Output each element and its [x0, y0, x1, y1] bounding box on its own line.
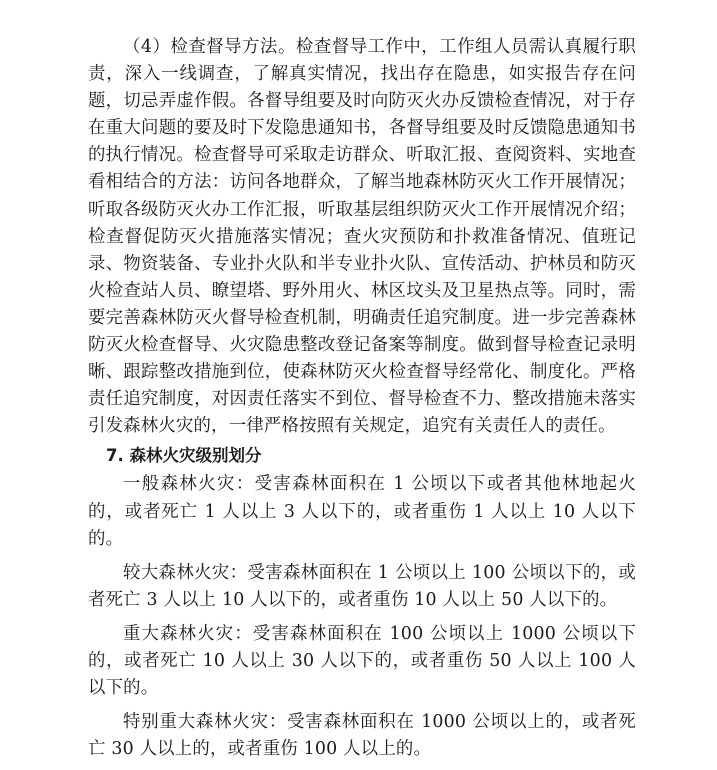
document-page: [88, 34, 636, 770]
section-heading-fire-levels: 7. 森林火灾级别划分: [106, 446, 262, 466]
fire-level-major: 较大森林火灾：受害森林面积在 1 公顷以上 100 公顷以下的，或者死亡 3 人以上 10 人以下的，或者重伤 10 人以上 50 人以下的。: [88, 562, 636, 610]
fire-level-serious: 重大森林火灾：受害森林面积在 100 公顷以上 1000 公顷以下的，或者死亡 10 人以上 30 人以下的，或者重伤 50 人以上 100 人以下的。: [88, 623, 636, 699]
inspection-method-paragraph: （4）检查督导方法。检查督导工作中，工作组人员需认真履行职责，深入一线调查，了解真实情况，找出存在隐患，如实报告存在问题，切忌弄虚作假。各督导组要及时向防灭火办反馈检查情况，对于存在重大问题的要及时下发隐患通知书，各督导组要及时反馈隐患通知书的执行情况。检查督导可采取走访群众、听取汇报、查阅资料、实地查看相结合的方法：访问各地群众，了解当地森林防灭火工作开展情况；听取各级防灭火办工作汇报，听取基层组织防灭火工作开展情况介绍；检查督促防灭火措施落实情况；查火灾预防和扑救准备情况、值班记录、物资装备、专业扑火队和半专业扑火队、宣传活动、护林员和防灭火检查站人员、瞭望塔、野外用火、林区坟头及卫星热点等。同时，需要完善森林防灭火督导检查机制，明确责任追究制度。进一步完善森林防灭火检查督导、火灾隐患整改登记备案等制度。做到督导检查记录明晰、跟踪整改措施到位，使森林防灭火检查督导经常化、制度化。严格责任追究制度，对因责任落实不到位、督导检查不力、整改措施未落实引发森林火灾的，一律严格按照有关规定，追究有关责任人的责任。: [88, 37, 636, 437]
fire-level-especially-serious: 特别重大森林火灾：受害森林面积在 1000 公顷以上的，或者死亡 30 人以上的，或者重伤 100 人以上的。: [88, 712, 636, 760]
fire-level-general: 一般森林火灾：受害森林面积在 1 公顷以下或者其他林地起火的，或者死亡 1 人以上 3 人以下的，或者重伤 1 人以上 10 人以下的。: [88, 474, 636, 549]
